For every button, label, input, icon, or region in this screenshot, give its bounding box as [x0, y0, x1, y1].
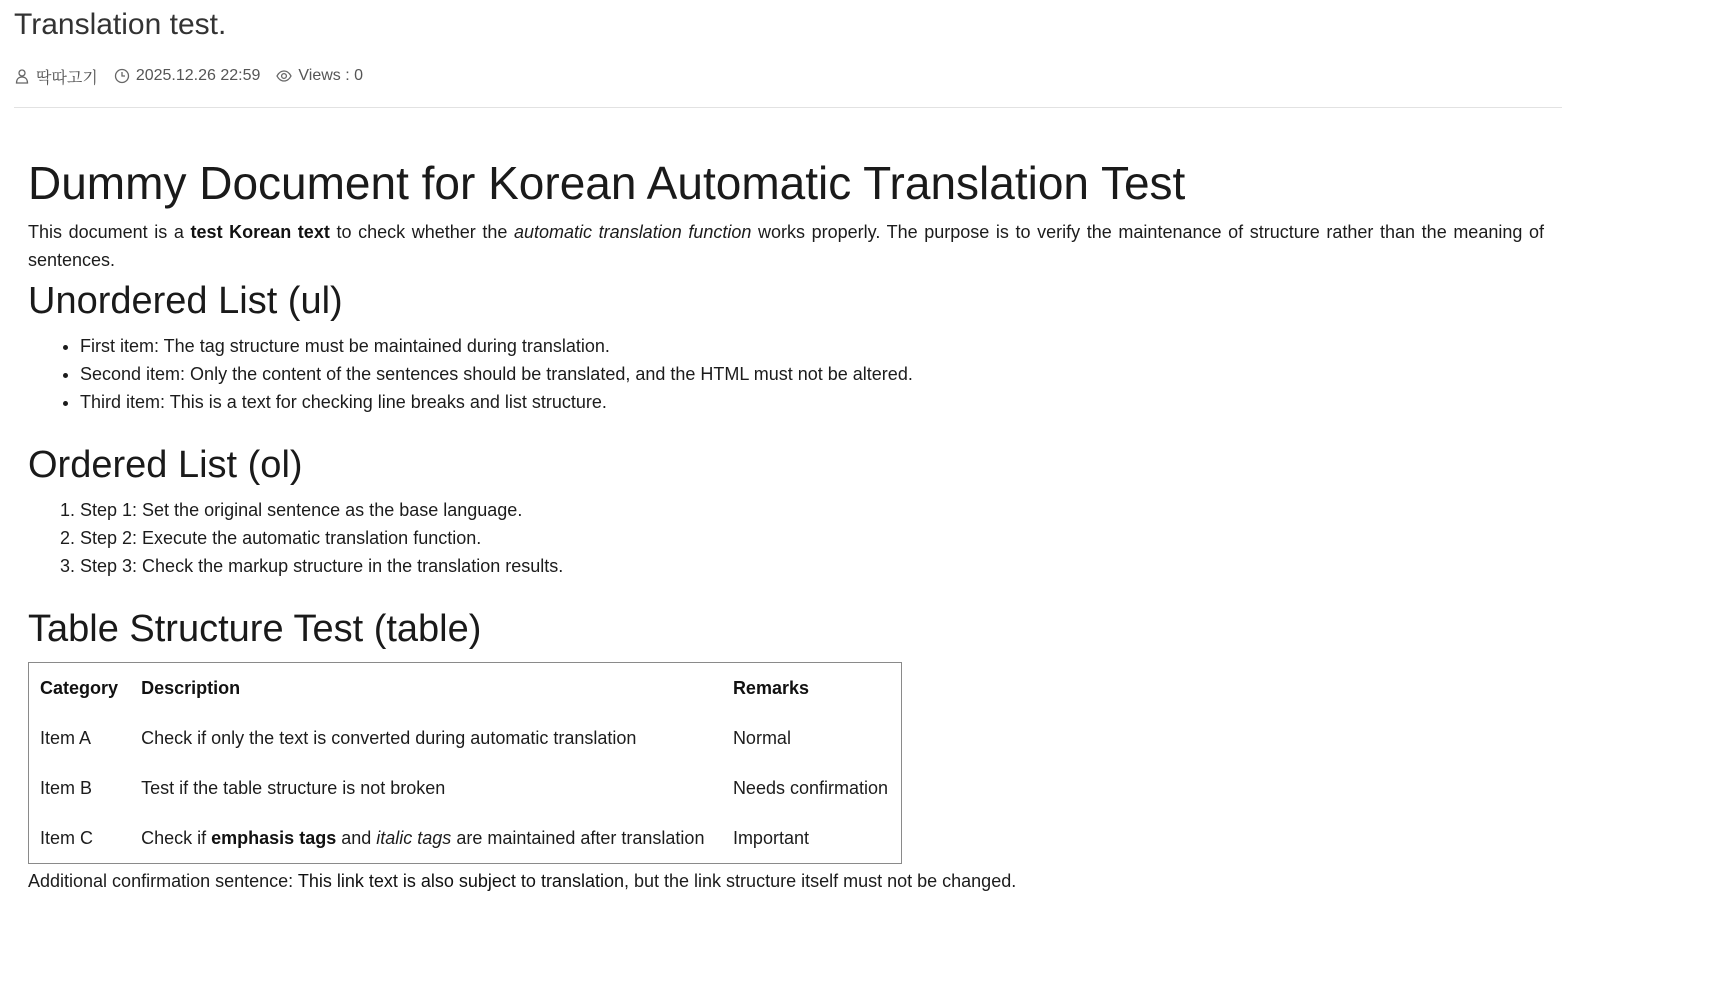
cell-remarks: Normal: [732, 727, 791, 748]
views-count: Views : 0: [298, 67, 364, 84]
cell-description: Test if the table structure is not broken: [141, 777, 446, 798]
intro-text-2: to check whether the: [329, 222, 515, 242]
table-heading: Table Structure Test (table): [28, 608, 482, 650]
column-header-category: Category: [40, 677, 119, 698]
cell-category: Item A: [40, 727, 92, 748]
table-row: [29, 763, 901, 813]
user-icon: [14, 68, 30, 84]
post-title: Translation test.: [14, 8, 227, 41]
ordered-list: [28, 496, 1544, 580]
list-item: 3. Step 3: Check the markup structure in the translation results.: [80, 552, 1544, 580]
cell-text: Check if: [141, 827, 212, 848]
structure-table: [28, 662, 902, 864]
column-header-description: Description: [141, 677, 241, 698]
unordered-list: [28, 332, 1544, 416]
post-meta: [14, 64, 379, 88]
cell-category: Item C: [40, 827, 94, 848]
ol-heading: Ordered List (ol): [28, 444, 303, 486]
cell-remarks: Needs confirmation: [732, 777, 889, 798]
cell-category: Item B: [40, 777, 93, 798]
cell-description: [130, 813, 722, 863]
table-row: [29, 713, 901, 763]
cell-bold-text: emphasis tags: [211, 827, 337, 848]
intro-italic-text: automatic translation function: [514, 222, 752, 242]
additional-suffix: , but the link structure itself must not be changed.: [624, 871, 1017, 891]
table-row: [29, 813, 901, 863]
clock-icon: [114, 68, 130, 84]
post-datetime: 2025.12.26 22:59: [135, 67, 261, 84]
cell-italic-text: italic tags: [376, 827, 452, 848]
ul-heading: Unordered List (ul): [28, 280, 343, 322]
column-header-remarks: Remarks: [732, 677, 809, 698]
list-item: • Third item: This is a text for checking line breaks and list structure.: [80, 388, 1544, 416]
list-item: • Second item: Only the content of the sentences should be translated, and the HTML must not be altered.: [80, 360, 1544, 388]
intro-text-3: works properly. The purpose is to verify the maintenance of structure rather than the meaning of sentences.: [28, 222, 1544, 270]
author-meta: [14, 65, 98, 88]
views-meta: [276, 67, 363, 85]
list-item: 2. Step 2: Execute the automatic translation function.: [80, 524, 1544, 552]
list-item: 1. Step 1: Set the original sentence as the base language.: [80, 496, 1544, 524]
list-item: • First item: The tag structure must be maintained during translation.: [80, 332, 1544, 360]
cell-text: and: [336, 827, 377, 848]
date-meta: [114, 67, 261, 85]
intro-text-1: This document is a: [28, 222, 191, 242]
article-heading: Dummy Document for Korean Automatic Translation Test: [28, 157, 1186, 209]
author-name[interactable]: 딱따고기: [36, 69, 98, 87]
additional-sentence: [28, 868, 1544, 894]
cell-remarks: Important: [732, 827, 809, 848]
eye-icon: [276, 68, 292, 84]
post-header: [14, 0, 1562, 108]
intro-bold-text: test Korean text: [190, 222, 330, 242]
cell-text: are maintained after translation: [451, 827, 705, 848]
article-body: [28, 150, 1544, 894]
intro-paragraph: [28, 218, 1544, 274]
translation-link[interactable]: This link text is also subject to translation: [297, 871, 624, 891]
additional-prefix: Additional confirmation sentence:: [28, 871, 298, 891]
table-header-row: [29, 663, 901, 713]
cell-description: Check if only the text is converted during automatic translation: [141, 727, 637, 748]
